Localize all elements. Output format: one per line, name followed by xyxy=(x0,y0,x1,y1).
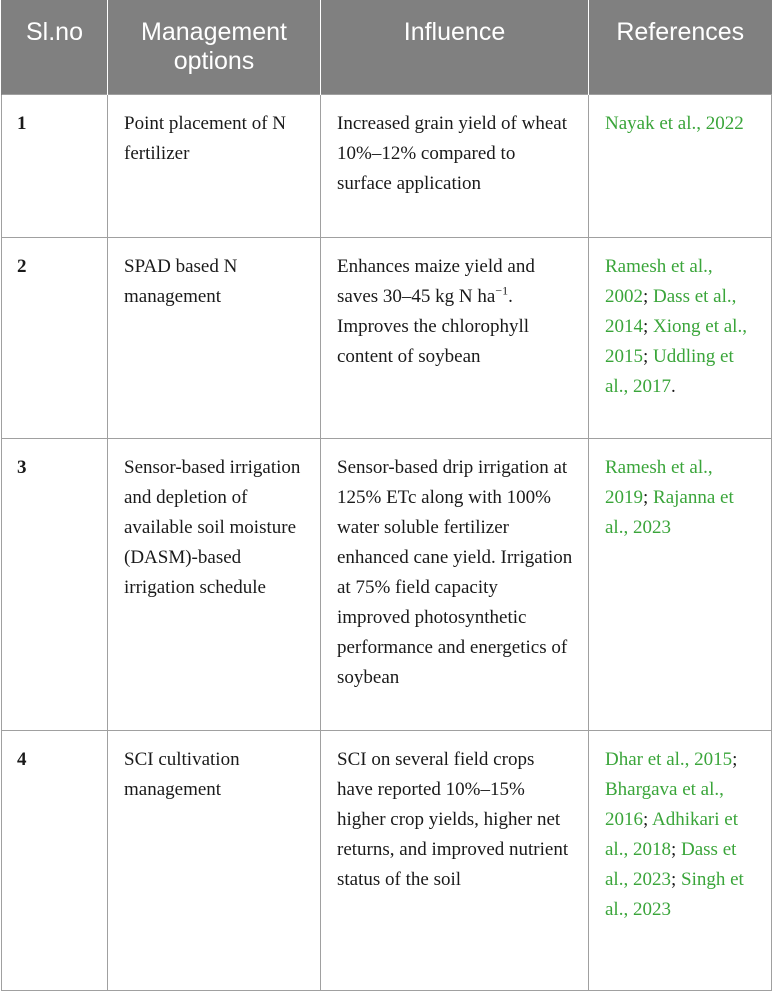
reference-link[interactable]: Bhargava et al., 2016 xyxy=(605,778,724,830)
reference-link[interactable]: Adhikari et al., 2018 xyxy=(605,808,738,860)
influence: Sensor-based drip irrigation at 125% ETc along with 100% water soluble fertilizer enhanced cane yield. Irrigation at 75% field capacity improved photosynthetic performance and energetics of soybean xyxy=(321,438,589,730)
reference-link[interactable]: Ramesh et al., 2002 xyxy=(605,255,713,307)
management-options-table xyxy=(1,0,772,991)
reference-link[interactable]: Dass et al., 2014 xyxy=(605,285,737,337)
reference-separator: ; xyxy=(643,285,654,307)
row-number: 4 xyxy=(2,730,108,990)
influence: Increased grain yield of wheat 10%–12% compared to surface application xyxy=(321,94,589,237)
influence xyxy=(321,237,589,438)
references-cell xyxy=(589,237,772,438)
management-option: Sensor-based irrigation and depletion of available soil moisture (DASM)-based irrigation schedule xyxy=(108,438,321,730)
reference-link[interactable]: Nayak et al., 2022 xyxy=(605,112,744,134)
reference-separator: ; xyxy=(643,315,654,337)
references-cell xyxy=(589,438,772,730)
row-number: 1 xyxy=(2,94,108,237)
reference-link[interactable]: Dass et al., 2023 xyxy=(605,838,737,890)
reference-link[interactable]: Dhar et al., 2015 xyxy=(605,748,733,770)
influence-text: Enhances maize yield and saves 30–45 kg N ha xyxy=(337,255,535,307)
header-management-options: Management options xyxy=(108,0,321,94)
influence-superscript: −1 xyxy=(495,283,509,298)
reference-link[interactable]: Uddling et al., 2017 xyxy=(605,345,734,397)
header-influence: Influence xyxy=(321,0,589,94)
management-option: SCI cultivation management xyxy=(108,730,321,990)
reference-separator: ; xyxy=(643,345,654,367)
table-row xyxy=(2,730,772,990)
reference-link[interactable]: Ramesh et al., 2019 xyxy=(605,456,713,508)
row-number: 3 xyxy=(2,438,108,730)
reference-link[interactable]: Rajanna et al., 2023 xyxy=(605,486,734,538)
header-row xyxy=(2,0,772,94)
references-cell xyxy=(589,94,772,237)
influence-text-rest: . Improves the chlorophyll content of soybean xyxy=(337,285,530,367)
header-slno: Sl.no xyxy=(2,0,108,94)
reference-separator: ; xyxy=(732,748,738,770)
references-cell xyxy=(589,730,772,990)
reference-separator: . xyxy=(670,375,676,397)
table-row xyxy=(2,94,772,237)
table-row xyxy=(2,438,772,730)
management-option: Point placement of N fertilizer xyxy=(108,94,321,237)
reference-link[interactable]: Xiong et al., 2015 xyxy=(605,315,747,367)
reference-separator: ; xyxy=(670,838,681,860)
management-option: SPAD based N management xyxy=(108,237,321,438)
table-row xyxy=(2,237,772,438)
reference-separator: ; xyxy=(670,868,681,890)
influence: SCI on several field crops have reported 10%–15% higher crop yields, higher net returns, and improved nutrient status of the soil xyxy=(321,730,589,990)
row-number: 2 xyxy=(2,237,108,438)
reference-separator: ; xyxy=(643,808,652,830)
reference-link[interactable]: Singh et al., 2023 xyxy=(605,868,744,920)
reference-separator: ; xyxy=(643,486,654,508)
header-references: References xyxy=(589,0,772,94)
